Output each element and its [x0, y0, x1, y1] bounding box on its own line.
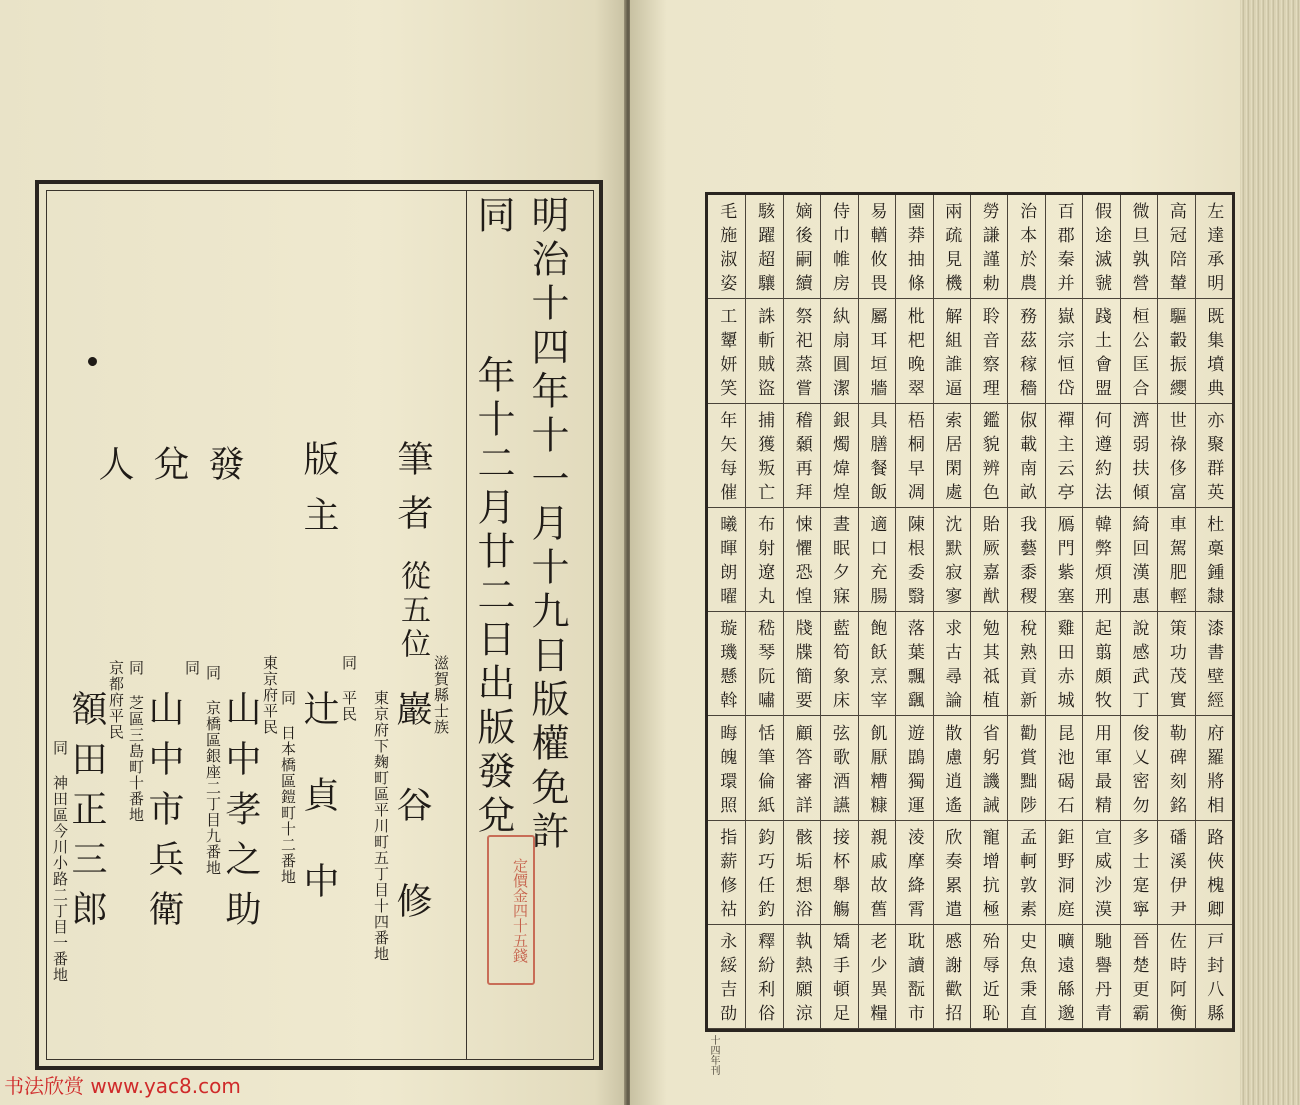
index-cell: 老少異糧: [858, 925, 895, 1029]
publisher-name: 辻貞中: [298, 690, 339, 948]
publisher-role: 版主: [298, 440, 339, 552]
index-cell: 嫡後嗣續: [783, 195, 820, 299]
index-cell: 省躬譏誡: [970, 716, 1007, 820]
index-cell: 恬筆倫紙: [745, 716, 782, 820]
index-cell: 具膳餐飯: [858, 404, 895, 508]
index-cell: 園莽抽條: [895, 195, 932, 299]
author-rank: 從五位: [395, 560, 430, 662]
index-cell: 梧桐早凋: [895, 404, 932, 508]
publish-date-prefix: 同: [471, 195, 515, 239]
publish-date: 年十二月廿二日出版發兌: [471, 355, 515, 839]
index-cell: 鉅野洞庭: [1045, 821, 1082, 925]
index-cell: 接杯舉觴: [820, 821, 857, 925]
index-cell: 銀燭煒煌: [820, 404, 857, 508]
index-cell: 晦魄環照: [708, 716, 745, 820]
index-cell: 年矢每催: [708, 404, 745, 508]
index-cell: 紈扇圓潔: [820, 299, 857, 403]
index-cell: 執熱願涼: [783, 925, 820, 1029]
index-cell: 驅轂振纓: [1157, 299, 1194, 403]
index-cell: 俊乂密勿: [1120, 716, 1157, 820]
index-cell: 飢厭糟糠: [858, 716, 895, 820]
index-cell: 勉其祗植: [970, 612, 1007, 716]
index-cell: 嵇琴阮嘯: [745, 612, 782, 716]
index-cell: 祭祀蒸嘗: [783, 299, 820, 403]
index-cell: 濟弱扶傾: [1120, 404, 1157, 508]
index-cell: 耽讀翫市: [895, 925, 932, 1029]
index-cell: 晉楚更霸: [1120, 925, 1157, 1029]
publisher-status: 同 平民: [340, 655, 358, 722]
seller3-name: 額田正三郎: [66, 690, 107, 940]
index-cell: 漆書壁經: [1195, 612, 1232, 716]
index-cell: 假途滅虢: [1082, 195, 1119, 299]
index-cell: 慼謝歡招: [933, 925, 970, 1029]
index-cell: 駭躍超驤: [745, 195, 782, 299]
index-cell: 韓弊煩刑: [1082, 508, 1119, 612]
index-cell: 務茲稼穡: [1007, 299, 1044, 403]
index-cell: 解組誰逼: [933, 299, 970, 403]
index-cell: 淩摩絳霄: [895, 821, 932, 925]
index-cell: 世祿侈富: [1157, 404, 1194, 508]
seller2-address: 同 芝區三島町十番地: [127, 660, 145, 823]
index-cell: 矯手頓足: [820, 925, 857, 1029]
index-cell: 親戚故舊: [858, 821, 895, 925]
seller1-name: 山中孝之助: [220, 690, 261, 940]
index-cell: 多士寔寧: [1120, 821, 1157, 925]
index-cell: 欣奏累遣: [933, 821, 970, 925]
index-cell: 磻溪伊尹: [1157, 821, 1194, 925]
seller-role-3: 人: [93, 445, 134, 481]
index-cell: 兩疏見機: [933, 195, 970, 299]
index-cell: 稽顙再拜: [783, 404, 820, 508]
author-origin: 滋賀縣士族: [432, 655, 450, 735]
index-side-label: 十四年刊: [708, 1035, 719, 1075]
index-cell: 貽厥嘉猷: [970, 508, 1007, 612]
index-cell: 陳根委翳: [895, 508, 932, 612]
index-cell: 杜槀鍾隸: [1195, 508, 1232, 612]
index-cell: 骸垢想浴: [783, 821, 820, 925]
index-cell: 殆辱近恥: [970, 925, 1007, 1029]
index-cell: 飽飫烹宰: [858, 612, 895, 716]
author-role: 筆者: [392, 440, 433, 548]
index-cell: 屬耳垣牆: [858, 299, 895, 403]
index-cell: 亦聚群英: [1195, 404, 1232, 508]
date-divider: [466, 190, 467, 1060]
index-cell: 雞田赤城: [1045, 612, 1082, 716]
index-cell: 晝眠夕寐: [820, 508, 857, 612]
character-index-table: [705, 192, 1235, 1032]
index-cell: 布射遼丸: [745, 508, 782, 612]
index-cell: 勸賞黜陟: [1007, 716, 1044, 820]
index-cell: 戸封八縣: [1195, 925, 1232, 1029]
index-cell: 何遵約法: [1082, 404, 1119, 508]
index-cell: 曠遠緜邈: [1045, 925, 1082, 1029]
index-cell: 指薪修祜: [708, 821, 745, 925]
index-cell: 策功茂實: [1157, 612, 1194, 716]
seller1-origin: 東京府平民: [261, 655, 279, 735]
page-edges: [1240, 0, 1300, 1105]
index-cell: 踐土會盟: [1082, 299, 1119, 403]
index-cell: 嶽宗恒岱: [1045, 299, 1082, 403]
index-cell: 史魚秉直: [1007, 925, 1044, 1029]
index-cell: 起翦頗牧: [1082, 612, 1119, 716]
index-cell: 禪主云亭: [1045, 404, 1082, 508]
index-cell: 綺回漢惠: [1120, 508, 1157, 612]
seller3-address: 同 神田區今川小路二丁目一番地: [51, 740, 69, 983]
index-cell: 適口充腸: [858, 508, 895, 612]
index-cell: 求古尋論: [933, 612, 970, 716]
index-cell: 工顰妍笑: [708, 299, 745, 403]
index-cell: 佐時阿衡: [1157, 925, 1194, 1029]
site-watermark: 书法欣赏 www.yac8.com: [4, 1074, 241, 1098]
index-cell: 百郡秦并: [1045, 195, 1082, 299]
index-cell: 沈默寂寥: [933, 508, 970, 612]
index-cell: 永綏吉劭: [708, 925, 745, 1029]
index-cell: 說感武丁: [1120, 612, 1157, 716]
seller-role-2: 兌: [148, 445, 189, 481]
index-cell: 稅熟貢新: [1007, 612, 1044, 716]
seller-role-1: 發: [203, 445, 244, 481]
index-cell: 路俠槐卿: [1195, 821, 1232, 925]
index-cell: 牋牒簡要: [783, 612, 820, 716]
license-date: 明治十四年十一月十九日版權免許: [525, 195, 569, 855]
index-cell: 遊鵾獨運: [895, 716, 932, 820]
author-name: 巖谷修: [391, 690, 432, 978]
index-cell: 高冠陪輦: [1157, 195, 1194, 299]
author-address: 東京府下麹町區平川町五丁目十四番地: [372, 690, 390, 962]
seller2-origin: 同: [183, 660, 201, 676]
index-cell: 侍巾帷房: [820, 195, 857, 299]
index-cell: 左達承明: [1195, 195, 1232, 299]
index-cell: 勞謙謹勅: [970, 195, 1007, 299]
index-cell: 璇璣懸斡: [708, 612, 745, 716]
seller2-name: 山中市兵衛: [143, 690, 184, 940]
index-cell: 桓公匡合: [1120, 299, 1157, 403]
index-cell: 用軍最精: [1082, 716, 1119, 820]
index-cell: 聆音察理: [970, 299, 1007, 403]
index-cell: 弦歌酒讌: [820, 716, 857, 820]
index-cell: 捕獲叛亡: [745, 404, 782, 508]
index-cell: 孟軻敦素: [1007, 821, 1044, 925]
index-cell: 府羅將相: [1195, 716, 1232, 820]
index-cell: 釋紛利俗: [745, 925, 782, 1029]
publisher-address: 同 日本橋區鎧町十二番地: [279, 690, 297, 885]
index-cell: 昆池碣石: [1045, 716, 1082, 820]
index-cell: 我藝黍稷: [1007, 508, 1044, 612]
seller1-address: 同 京橋區銀座二丁目九番地: [204, 665, 222, 876]
index-cell: 宣威沙漠: [1082, 821, 1119, 925]
index-cell: 既集墳典: [1195, 299, 1232, 403]
index-cell: 勒碑刻銘: [1157, 716, 1194, 820]
index-cell: 鴈門紫塞: [1045, 508, 1082, 612]
index-cell: 治本於農: [1007, 195, 1044, 299]
index-cell: 俶載南畝: [1007, 404, 1044, 508]
index-cell: 枇杷晚翠: [895, 299, 932, 403]
price-stamp: 定價金四十五錢: [487, 835, 535, 985]
index-cell: 鈞巧任釣: [745, 821, 782, 925]
index-cell: 馳譽丹青: [1082, 925, 1119, 1029]
index-cell: 悚懼恐惶: [783, 508, 820, 612]
index-cell: 微旦孰營: [1120, 195, 1157, 299]
index-cell: 顧答審詳: [783, 716, 820, 820]
index-cell: 寵增抗極: [970, 821, 1007, 925]
index-cell: 索居閑處: [933, 404, 970, 508]
index-cell: 落葉飄颻: [895, 612, 932, 716]
index-cell: 誅斬賊盜: [745, 299, 782, 403]
index-cell: 毛施淑姿: [708, 195, 745, 299]
seller3-origin: 京都府平民: [107, 660, 125, 740]
index-cell: 鑑貌辨色: [970, 404, 1007, 508]
index-cell: 散慮逍遙: [933, 716, 970, 820]
index-cell: 易輶攸畏: [858, 195, 895, 299]
index-cell: 藍筍象床: [820, 612, 857, 716]
index-cell: 曦暉朗曜: [708, 508, 745, 612]
index-cell: 車駕肥輕: [1157, 508, 1194, 612]
